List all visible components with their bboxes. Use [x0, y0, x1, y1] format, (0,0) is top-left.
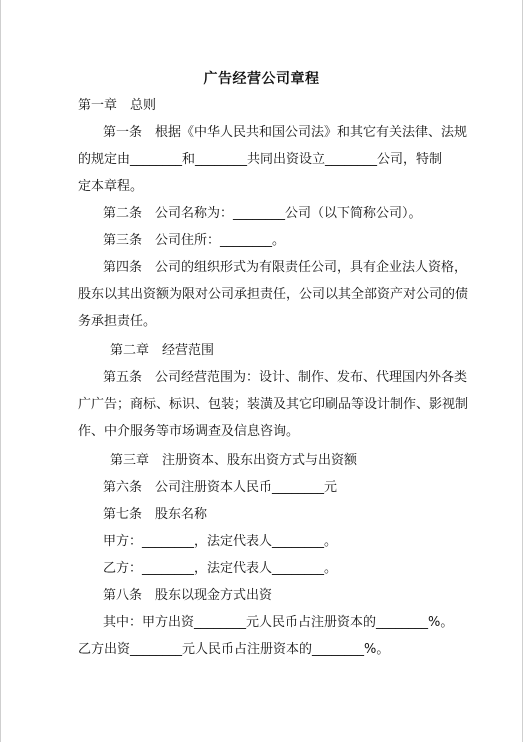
article-8-detail-b: 乙方出资________元人民币占注册资本的________%。 [78, 642, 390, 657]
shareholder-b: 乙方：________，法定代表人________。 [103, 561, 338, 576]
article-8-detail-a: 其中：甲方出资________元人民币占注册资本的________%。 [103, 615, 454, 630]
article-1-line-2: 的规定由________和________共同出资设立________公司，特制 [78, 152, 443, 167]
shareholder-a: 甲方：________，法定代表人________。 [103, 534, 338, 549]
article-1-line-3: 定本章程。 [78, 179, 144, 194]
article-6: 第六条 公司注册资本人民币________元 [103, 480, 338, 495]
article-2: 第二条 公司名称为：________公司（以下简称公司）。 [103, 206, 422, 221]
article-7: 第七条 股东名称 [103, 507, 208, 522]
article-4-line-1: 第四条 公司的组织形式为有限责任公司，具有企业法人资格， [103, 260, 468, 275]
article-4-line-3: 务承担责任。 [78, 314, 157, 329]
page-border-left [0, 0, 1, 742]
article-4-line-2: 股东以其出资额为限对公司承担责任，公司以其全部资产对公司的债 [78, 287, 469, 302]
article-5-line-2: 广广告；商标、标识、包装；装潢及其它印刷品等设计制作、影视制 [78, 397, 469, 412]
article-5-line-3: 作、中介服务等市场调查及信息咨询。 [78, 424, 300, 439]
article-8: 第八条 股东以现金方式出资 [103, 588, 273, 603]
chapter-3-heading: 第三章 注册资本、股东出资方式与出资额 [110, 453, 358, 468]
document-title: 广告经营公司章程 [203, 71, 320, 87]
article-3: 第三条 公司住所：________。 [103, 233, 286, 248]
chapter-1-heading: 第一章 总则 [78, 98, 157, 113]
article-1-line-1: 第一条 根据《中华人民共和国公司法》和其它有关法律、法规 [103, 125, 468, 140]
article-5-line-1: 第五条 公司经营范围为：设计、制作、发布、代理国内外各类 [103, 370, 468, 385]
chapter-2-heading: 第二章 经营范围 [110, 343, 215, 358]
